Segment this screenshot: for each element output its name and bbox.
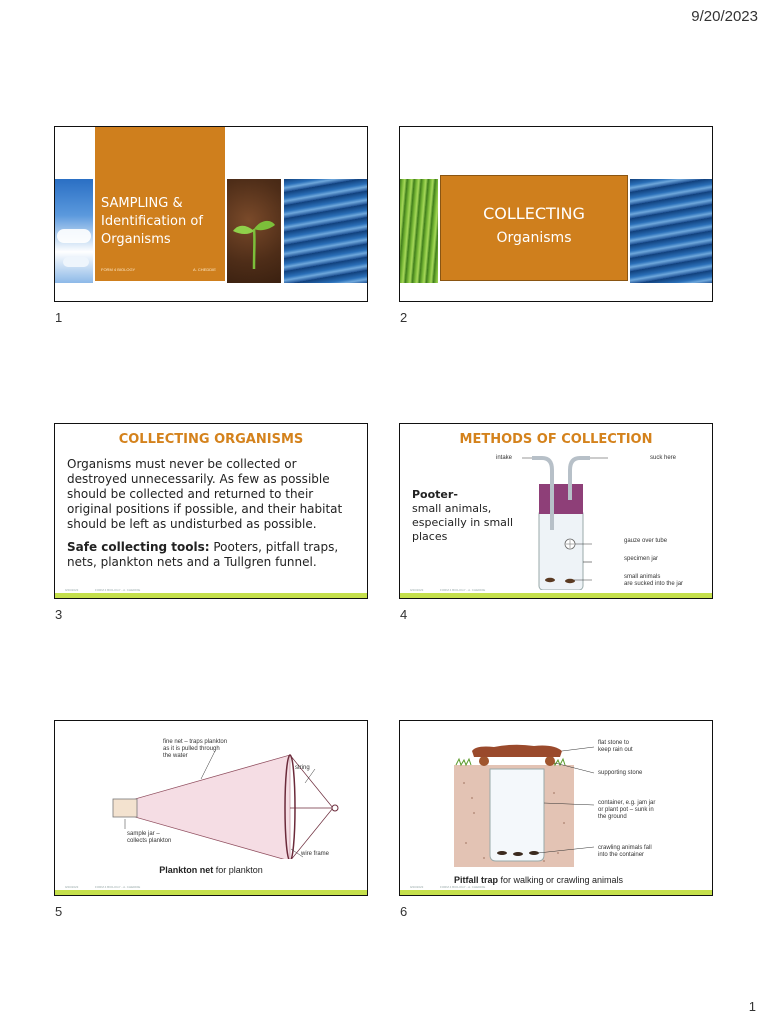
label-flat-stone-2: keep rain out	[598, 747, 633, 753]
slide-number: 5	[55, 904, 63, 919]
label-crawling-1: crawling animals fall	[598, 845, 652, 851]
pitfall-trap-diagram	[454, 743, 604, 867]
footer-bar	[400, 890, 712, 895]
label-animals-1: small animals	[624, 574, 661, 580]
label-fine-net-3: the water	[163, 753, 188, 759]
slide-number: 6	[400, 904, 408, 919]
caption-rest: for plankton	[213, 865, 263, 875]
footer-date: 9/20/2023	[65, 885, 79, 889]
slide-1-thumbnail[interactable]	[54, 126, 368, 302]
slide-title: COLLECTING ORGANISMS	[118, 432, 304, 447]
paragraph: Organisms must never be collected or destroyed unnecessarily. As few as possible should be collected and returned to their original positions if possible, and their habitat should be left as undisturbed as possible.	[67, 457, 343, 531]
description: small animals, especially in small places	[412, 502, 514, 543]
slide-number: 4	[400, 607, 408, 622]
label-container-1: container, e.g. jam jar	[598, 800, 656, 806]
slide-3-thumbnail[interactable]	[54, 423, 368, 599]
title-panel	[440, 175, 628, 281]
label-flat-stone-1: flat stone to	[598, 740, 630, 746]
seedling-photo	[227, 179, 281, 283]
footer-course: FORM 4 BIOLOGY	[101, 267, 136, 272]
pooter-diagram	[522, 450, 672, 590]
label-string: string	[295, 765, 310, 771]
caption-bold: Plankton net	[159, 865, 214, 875]
tools-label: Safe collecting tools:	[67, 540, 210, 554]
label-sample-jar-1: sample jar –	[127, 831, 160, 837]
footer-date: 9/20/2023	[410, 588, 424, 592]
footer-bar	[55, 593, 367, 598]
label-supporting-stone: supporting stone	[598, 770, 643, 776]
term: Pooter-	[412, 488, 458, 501]
label-fine-net-2: as it is pulled through	[163, 746, 220, 752]
slide-number: 1	[55, 310, 63, 325]
title-line-2: Identification of	[101, 214, 203, 229]
label-intake: intake	[496, 455, 513, 461]
caption	[55, 865, 367, 875]
caption	[454, 875, 623, 885]
footer-course: FORM 4 BIOLOGY - A. CHEDDIE	[440, 588, 486, 592]
slide-5-thumbnail[interactable]	[54, 720, 368, 896]
label-container-2: or plant pot – sunk in	[598, 807, 654, 813]
slide-2-thumbnail[interactable]	[399, 126, 713, 302]
slide-title: COLLECTING	[483, 204, 585, 223]
footer-course: FORM 4 BIOLOGY - A. CHEDDIE	[95, 885, 141, 889]
footer-date: 9/20/2023	[410, 885, 424, 889]
footer-course: FORM 4 BIOLOGY - A. CHEDDIE	[440, 885, 486, 889]
water-photo	[630, 179, 713, 283]
footer-bar	[400, 593, 712, 598]
caption-bold: Pitfall trap	[454, 875, 499, 885]
header-date: 9/20/2023	[691, 8, 758, 25]
slide-4-thumbnail[interactable]	[399, 423, 713, 599]
sky-photo	[55, 179, 93, 283]
label-suck-here: suck here	[650, 455, 677, 461]
page-number: 1	[748, 999, 756, 1014]
water-photo	[284, 179, 368, 283]
footer-date: 9/20/2023	[65, 588, 79, 592]
tools-line	[67, 540, 359, 570]
footer-bar	[55, 890, 367, 895]
title-panel	[95, 127, 225, 281]
label-gauze: gauze over tube	[624, 538, 668, 544]
slide-number: 2	[400, 310, 408, 325]
label-container-3: the ground	[598, 814, 627, 820]
caption-rest: for walking or crawling animals	[498, 875, 624, 885]
footer-author: A. CHEDDIE	[193, 267, 216, 272]
label-fine-net-1: fine net – traps plankton	[163, 739, 228, 745]
title-line-3: Organisms	[101, 232, 171, 247]
slide-subtitle: Organisms	[496, 230, 572, 246]
label-specimen-jar: specimen jar	[624, 556, 659, 562]
slide-6-thumbnail[interactable]	[399, 720, 713, 896]
title-line-1: SAMPLING &	[101, 196, 183, 211]
label-animals-2: are sucked into the jar	[624, 581, 684, 587]
label-wire-frame: wire frame	[301, 851, 330, 857]
slide-title: METHODS OF COLLECTION	[459, 432, 653, 447]
label-sample-jar-2: collects plankton	[127, 838, 172, 844]
label-crawling-2: into the container	[598, 852, 645, 858]
grass-photo	[400, 179, 438, 283]
tools-text: Pooters, pitfall traps, nets, plankton nets and a Tullgren funnel.	[67, 540, 339, 569]
slide-number: 3	[55, 607, 63, 622]
footer-course: FORM 4 BIOLOGY - A. CHEDDIE	[95, 588, 141, 592]
